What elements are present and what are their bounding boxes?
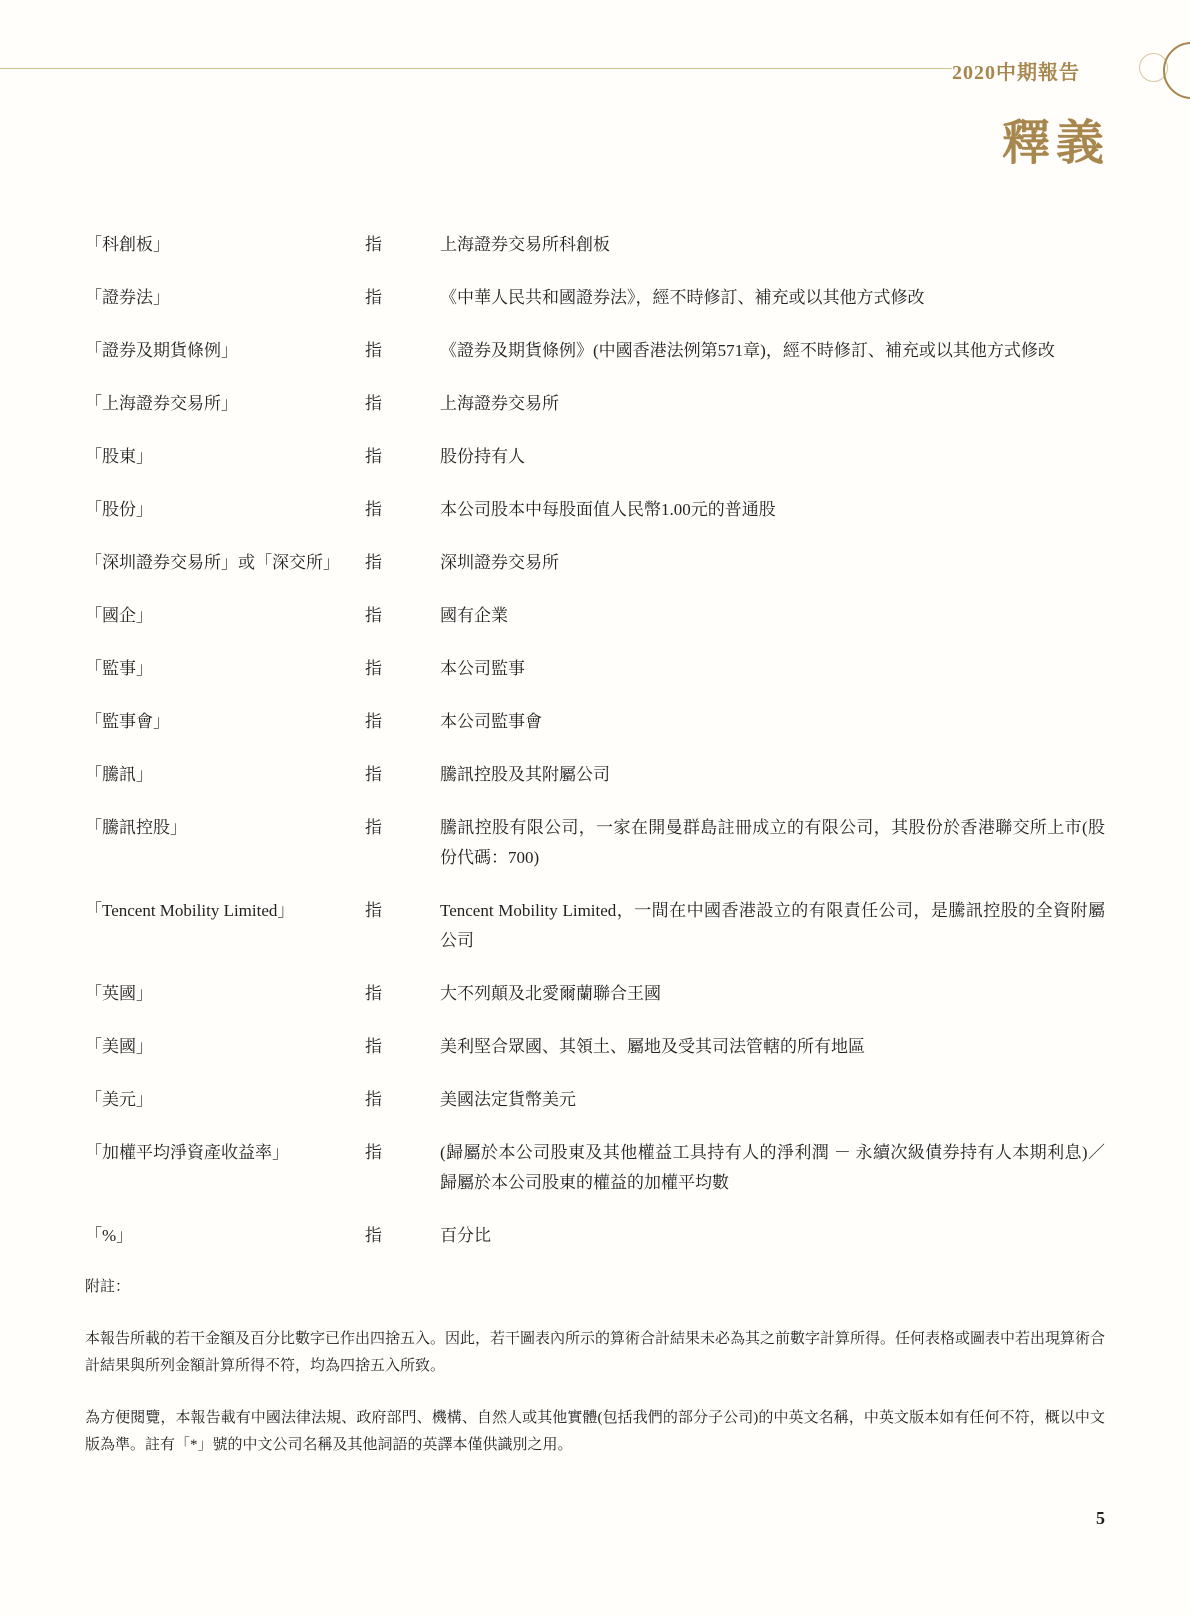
- definition-term: 「深圳證券交易所」或「深交所」: [85, 553, 340, 572]
- definition-term: 「上海證券交易所」: [85, 394, 238, 413]
- definition-term: 「證券法」: [85, 288, 170, 307]
- definition-term: 「監事」: [85, 659, 153, 678]
- definition-term: 「騰訊控股」: [85, 818, 187, 837]
- note-paragraph: 本報告所載的若干金額及百分比數字已作出四捨五入。因此，若干圖表內所示的算術合計結果未必為其之前數字計算所得。任何表格或圖表中若出現算術合計結果與所列金額計算所得不符，均為四捨五入所致。: [85, 1331, 1106, 1374]
- definition-text: (歸屬於本公司股東及其他權益工具持有人的淨利潤 － 永續次級債券持有人本期利息)／歸屬於本公司股東的權益的加權平均數: [440, 1143, 1105, 1192]
- definition-text: 深圳證券交易所: [440, 553, 559, 572]
- definition-text: 上海證券交易所: [440, 394, 559, 413]
- header-rule: [0, 68, 952, 69]
- definition-term: 「股東」: [85, 447, 153, 466]
- definition-term: 「股份」: [85, 500, 153, 519]
- definition-text: 騰訊控股及其附屬公司: [440, 765, 610, 784]
- page-title: 釋義: [1001, 117, 1110, 170]
- notes-label: 附註：: [85, 1279, 131, 1295]
- definition-row: [85, 495, 1105, 525]
- definition-term: 「證券及期貨條例」: [85, 341, 238, 360]
- definition-connector: 指: [365, 1143, 382, 1162]
- definition-term: 「監事會」: [85, 712, 170, 731]
- decorative-circle-large: [1163, 42, 1190, 99]
- definition-term: 「加權平均淨資產收益率」: [85, 1143, 289, 1162]
- definition-connector: 指: [365, 394, 382, 413]
- definition-text: 騰訊控股有限公司，一家在開曼群島註冊成立的有限公司，其股份於香港聯交所上市(股份代碼：700): [440, 818, 1105, 867]
- definition-text: 本公司監事會: [440, 712, 542, 731]
- definition-connector: 指: [365, 984, 382, 1003]
- definitions-section: [85, 230, 1105, 1459]
- definition-connector: 指: [365, 500, 382, 519]
- definition-row: [85, 1032, 1105, 1062]
- definition-row: [85, 283, 1105, 313]
- definition-connector: 指: [365, 1090, 382, 1109]
- definition-row: [85, 389, 1105, 419]
- definition-term: 「騰訊」: [85, 765, 153, 784]
- definition-term: 「%」: [85, 1226, 134, 1245]
- definition-connector: 指: [365, 1037, 382, 1056]
- report-header-label: 2020中期報告: [952, 62, 1080, 84]
- definition-connector: 指: [365, 553, 382, 572]
- definition-row: [85, 896, 1105, 956]
- definition-connector: 指: [365, 765, 382, 784]
- note-paragraph: 為方便閱覽，本報告載有中國法律法規、政府部門、機構、自然人或其他實體(包括我們的部分子公司)的中英文名稱，中英文版本如有任何不符，概以中文版為準。註有「*」號的中文公司名稱及其他詞語的英譯本僅供識別之用。: [85, 1410, 1105, 1453]
- definition-term: 「英國」: [85, 984, 153, 1003]
- definition-text: 本公司股本中每股面值人民幣1.00元的普通股: [440, 500, 776, 519]
- definition-row: [85, 760, 1105, 790]
- definition-text: 《證券及期貨條例》(中國香港法例第571章)，經不時修訂、補充或以其他方式修改: [440, 341, 1055, 360]
- definition-row: [85, 548, 1105, 578]
- definition-term: 「美元」: [85, 1090, 153, 1109]
- definition-connector: 指: [365, 606, 382, 625]
- definition-connector: 指: [365, 288, 382, 307]
- definition-row: [85, 1221, 1105, 1251]
- definition-text: 美利堅合眾國、其領土、屬地及受其司法管轄的所有地區: [440, 1037, 865, 1056]
- definition-text: 股份持有人: [440, 447, 525, 466]
- definition-term: 「美國」: [85, 1037, 153, 1056]
- definition-row: [85, 336, 1105, 366]
- definition-text: 美國法定貨幣美元: [440, 1090, 576, 1109]
- definitions-list: [85, 230, 1105, 1251]
- definition-row: [85, 1138, 1105, 1198]
- definition-text: 國有企業: [440, 606, 508, 625]
- definition-text: 上海證券交易所科創板: [440, 235, 610, 254]
- definition-row: [85, 813, 1105, 873]
- definition-connector: 指: [365, 901, 382, 920]
- notes-list: [85, 1326, 1105, 1459]
- definition-row: [85, 654, 1105, 684]
- definition-text: 百分比: [440, 1226, 491, 1245]
- definition-connector: 指: [365, 659, 382, 678]
- definition-text: Tencent Mobility Limited，一間在中國香港設立的有限責任公司，是騰訊控股的全資附屬公司: [440, 901, 1105, 950]
- definition-row: [85, 1085, 1105, 1115]
- definition-row: [85, 442, 1105, 472]
- definition-text: 《中華人民共和國證券法》，經不時修訂、補充或以其他方式修改: [440, 288, 925, 307]
- definition-row: [85, 601, 1105, 631]
- definition-connector: 指: [365, 447, 382, 466]
- definition-text: 大不列顛及北愛爾蘭聯合王國: [440, 984, 661, 1003]
- definition-row: [85, 979, 1105, 1009]
- definition-row: [85, 707, 1105, 737]
- definition-connector: 指: [365, 818, 382, 837]
- page-number: 5: [1096, 1508, 1105, 1528]
- definition-connector: 指: [365, 712, 382, 731]
- definition-text: 本公司監事: [440, 659, 525, 678]
- definition-term: 「科創板」: [85, 235, 170, 254]
- definition-term: 「Tencent Mobility Limited」: [85, 901, 295, 920]
- definition-term: 「國企」: [85, 606, 153, 625]
- definition-connector: 指: [365, 341, 382, 360]
- definition-row: [85, 230, 1105, 260]
- definition-connector: 指: [365, 1226, 382, 1245]
- definition-connector: 指: [365, 235, 382, 254]
